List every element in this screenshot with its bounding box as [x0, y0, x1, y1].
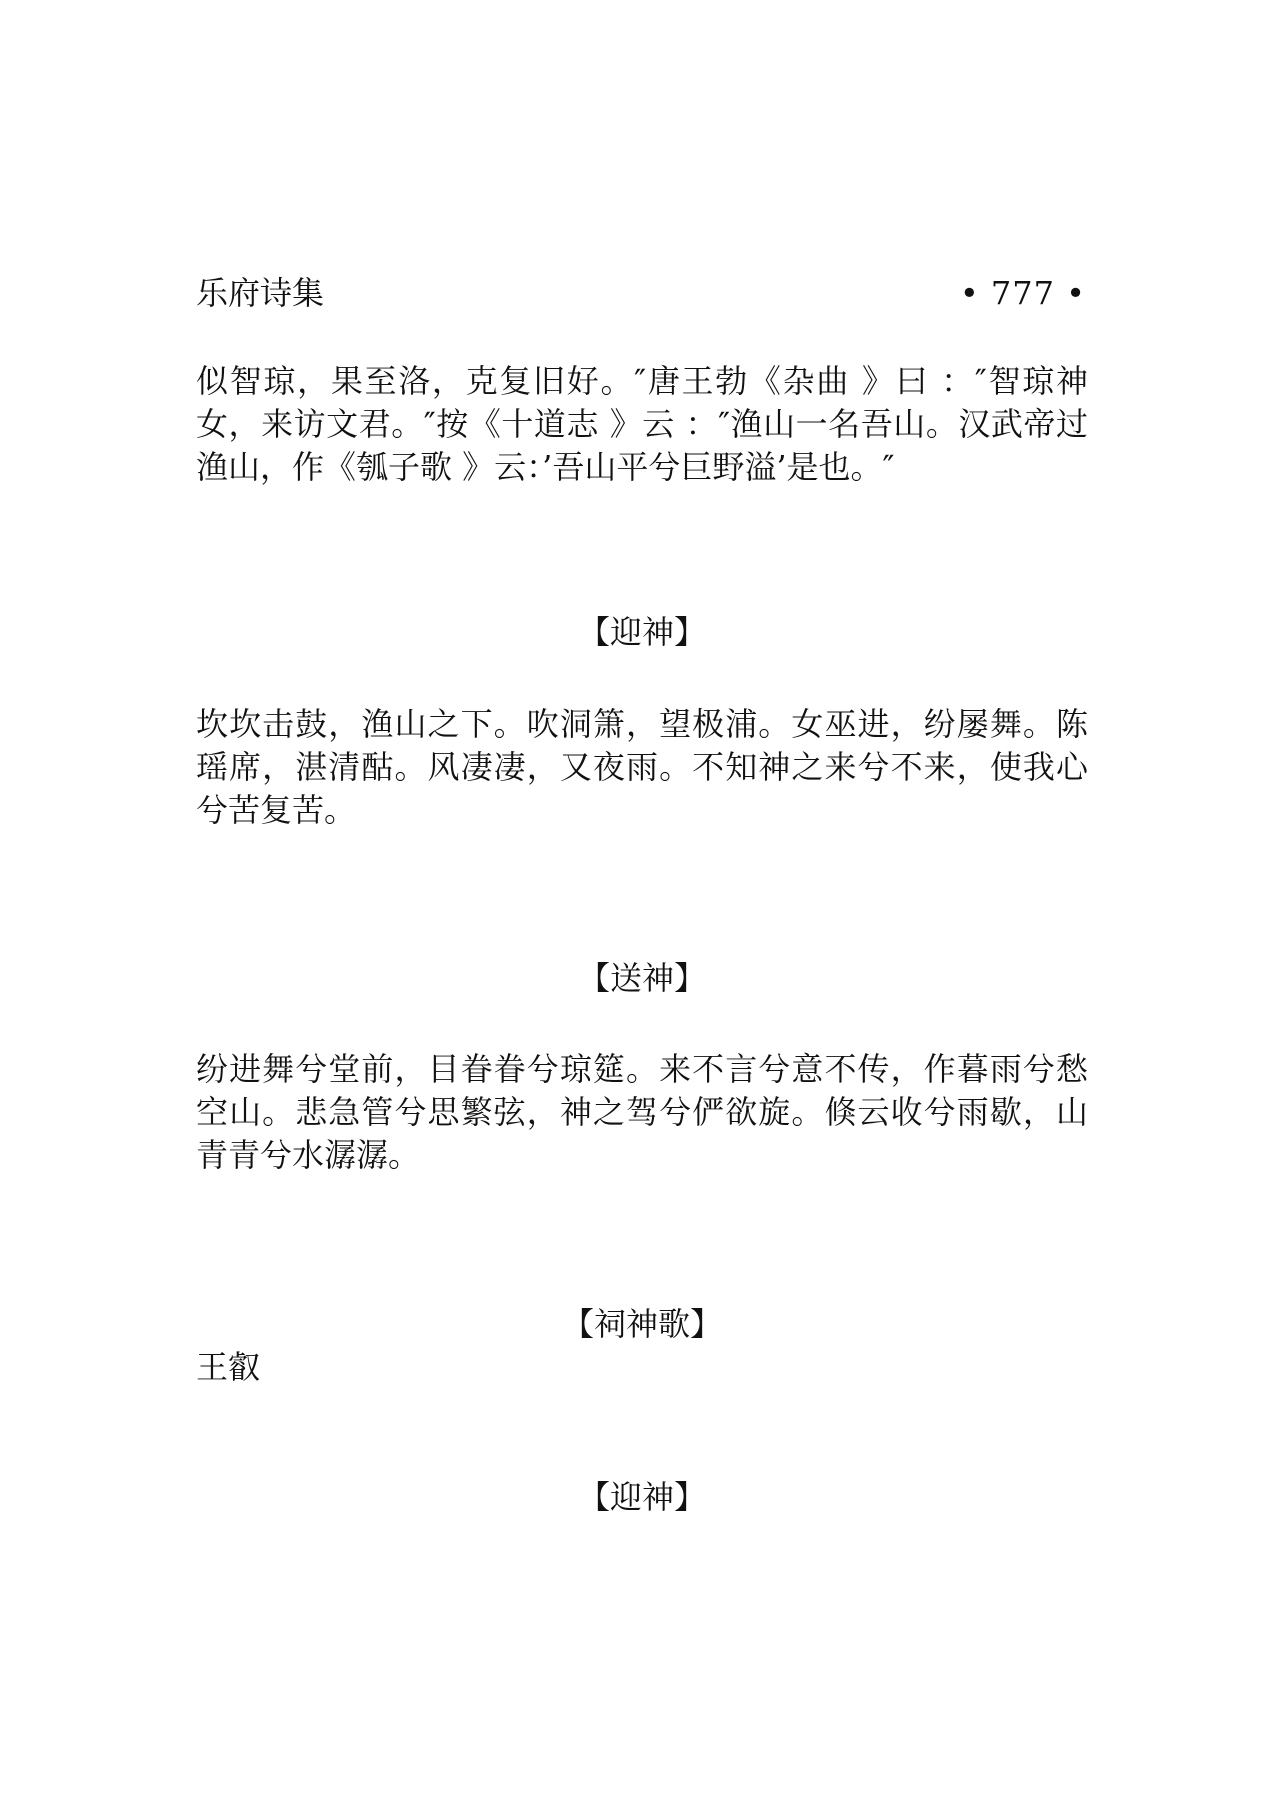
page-number: • 777 •: [959, 274, 1086, 312]
book-title: 乐府诗集: [196, 274, 325, 312]
paragraph-send-spirit: 纷进舞兮堂前，目眷眷兮琼筵。来不言兮意不传，作暮雨兮愁空山。悲急管兮思繁弦，神之驾兮俨欲旋。倏云收兮雨歇，山青青兮水潺潺。: [196, 1050, 1088, 1174]
section-heading-send-spirit: 【送神】: [577, 959, 706, 997]
section-heading-welcome-spirit: 【迎神】: [577, 613, 706, 651]
paragraph-intro: 似智琼，果至洛，克复旧好。″唐王勃《杂曲 》曰 ：″智琼神女，来访文君。″按《十道志 》云 ：″渔山一名吾山。汉武帝过渔山，作《瓠子歌 》云：’吾山平兮巨野溢’是也。″: [196, 362, 1088, 486]
author-name: 王叡: [196, 1348, 261, 1386]
paragraph-welcome-spirit: 坎坎击鼓，渔山之下。吹洞箫，望极浦。女巫进，纷屡舞。陈瑶席，湛清酤。风凄凄，又夜雨。不知神之来兮不来，使我心兮苦复苦。: [196, 705, 1088, 829]
section-heading-welcome-spirit-2: 【迎神】: [577, 1478, 706, 1516]
section-heading-shrine-song: 【祠神歌】: [561, 1305, 722, 1343]
page-header: [196, 268, 1086, 318]
